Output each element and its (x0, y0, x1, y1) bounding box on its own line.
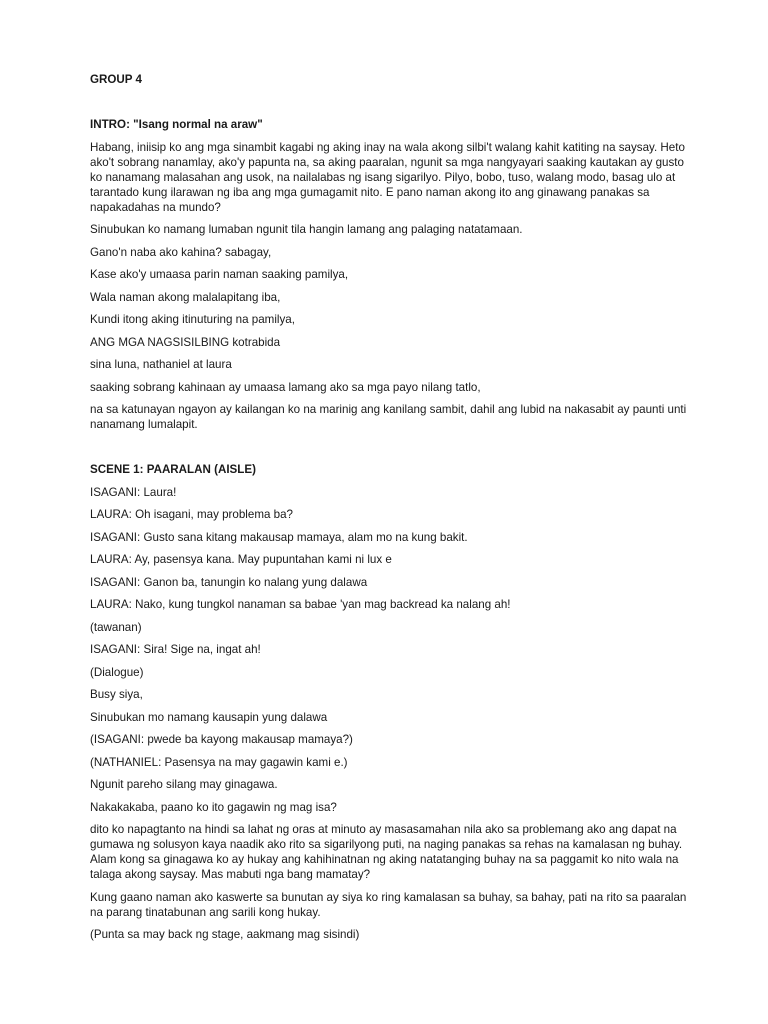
intro-paragraph: Wala naman akong malalapitang iba, (90, 290, 281, 304)
script-line: ISAGANI: Laura! (90, 485, 177, 499)
intro-paragraph: sina luna, nathaniel at laura (90, 358, 232, 371)
scene1-section (90, 462, 690, 942)
script-line: ISAGANI: Gusto sana kitang makausap mamaya, alam mo na kung bakit. (90, 530, 468, 544)
script-line: ISAGANI: Ganon ba, tanungin ko nalang yung dalawa (90, 575, 368, 589)
document-page (90, 72, 690, 950)
intro-heading: INTRO: "Isang normal na araw" (90, 118, 263, 131)
script-line: (tawanan) (90, 620, 142, 634)
script-line: (Punta sa may back ng stage, aakmang mag sisindi) (90, 928, 360, 941)
script-line: dito ko napagtanto na hindi sa lahat ng oras at minuto ay masasamahan nila ako sa problemang ako ang dapat na gumawa ng solusyon kaya naadik ako rito sa sigarilyong puti, na naging panakas sa rehas na kamalasan ng buhay. Alam kong sa ginagawa ko ay hukay ang kahihinatnan ng aking natatanging buhay na sa paggamit ko nito wala na talaga akong saysay. Mas mabuti nga bang mamatay? (90, 823, 683, 881)
script-line: Sinubukan mo namang kausapin yung dalawa (90, 710, 328, 724)
script-line: Kung gaano naman ako kaswerte sa bunutan ay siya ko ring kamalasan sa buhay, sa bahay, pati na rito sa paaralan na parang tinatabunan ang sarili kong hukay. (90, 890, 687, 919)
intro-paragraph: ANG MGA NAGSISILBING kotrabida (90, 335, 281, 349)
script-line: Ngunit pareho silang may ginagawa. (90, 778, 278, 791)
script-line: (NATHANIEL: Pasensya na may gagawin kami e.) (90, 755, 348, 769)
script-line: LAURA: Nako, kung tungkol nanaman sa babae 'yan mag backread ka nalang ah! (90, 598, 511, 611)
script-line: (Dialogue) (90, 665, 144, 679)
intro-paragraph: Kase ako'y umaasa parin naman saaking pamilya, (90, 268, 349, 281)
intro-paragraph: Sinubukan ko namang lumaban ngunit tila hangin lamang ang palaging natatamaan. (90, 223, 523, 236)
group-title: GROUP 4 (90, 73, 142, 86)
intro-section (90, 117, 690, 432)
intro-paragraph: na sa katunayan ngayon ay kailangan ko na marinig ang kanilang sambit, dahil ang lubid na nakasabit ay paunti unti nanamang lumalapit. (90, 403, 687, 431)
intro-paragraph: Gano'n naba ako kahina? sabagay, (90, 245, 272, 259)
script-line: Busy siya, (90, 688, 143, 701)
intro-paragraph: saaking sobrang kahinaan ay umaasa lamang ako sa mga payo nilang tatlo, (90, 380, 481, 394)
script-line: ISAGANI: Sira! Sige na, ingat ah! (90, 643, 261, 656)
script-line: LAURA: Ay, pasensya kana. May pupuntahan kami ni lux e (90, 553, 392, 566)
intro-paragraph: Kundi itong aking itinuturing na pamilya, (90, 313, 295, 326)
scene1-heading: SCENE 1: PAARALAN (AISLE) (90, 463, 256, 476)
intro-paragraph: Habang, iniisip ko ang mga sinambit kagabi ng aking inay na wala akong silbi't walang kahit katiting na saysay. Heto ako't sobrang nanamlay, ako'y papunta na, sa aking paaralan, ngunit sa mga nangyayari saaking kautakan ay gusto ko nanamang malasahan ang usok, na nailalabas ng isang sigarilyo. Pilyo, bobo, tuso, walang modo, basag ulo at tarantado kung ilarawan ng iba ang mga gumagamit nito. E pano naman akong ito ang ginawang panakas sa napakadahas na mundo? (90, 140, 685, 214)
script-line: LAURA: Oh isagani, may problema ba? (90, 508, 293, 521)
script-line: (ISAGANI: pwede ba kayong makausap mamaya?) (90, 733, 353, 746)
script-line: Nakakakaba, paano ko ito gagawin ng mag isa? (90, 800, 337, 814)
